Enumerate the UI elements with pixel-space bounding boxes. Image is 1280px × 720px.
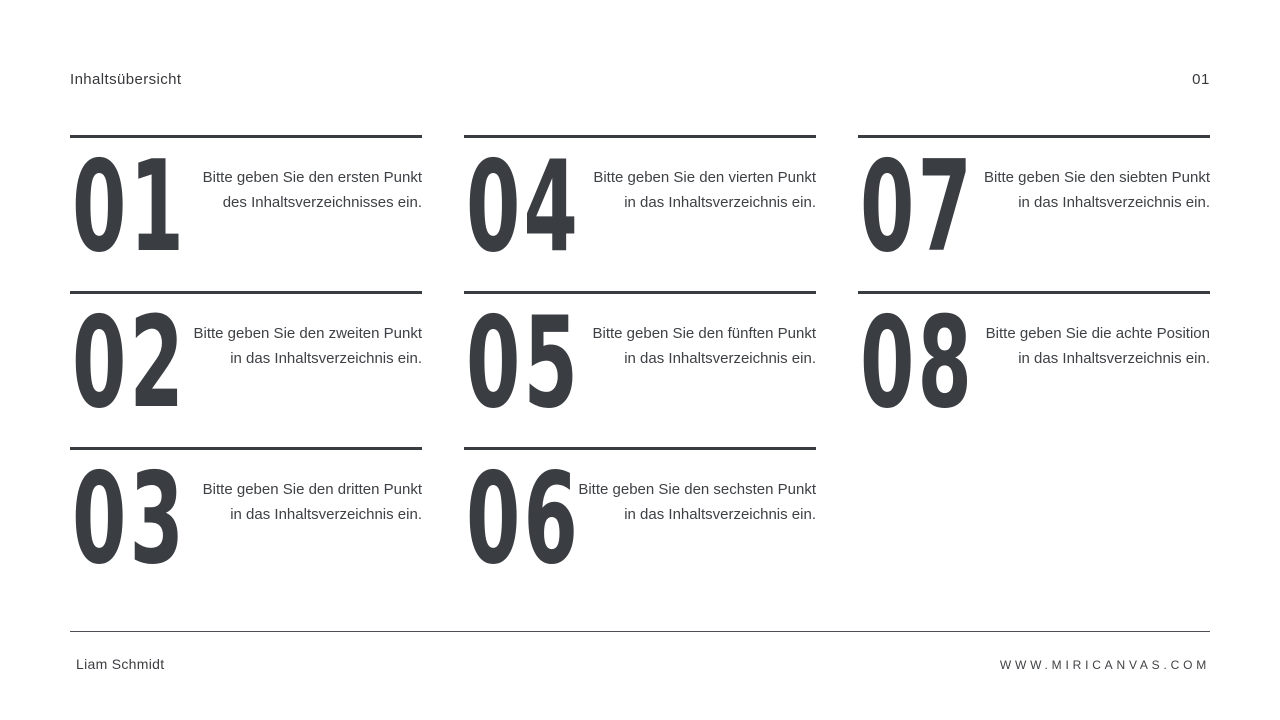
slide-header [70, 71, 1210, 88]
toc-item-description [194, 321, 423, 371]
footer-website: WWW.MIRICANVAS.COM [999, 658, 1210, 672]
toc-item-line1: Bitte geben Sie den ersten Punkt [202, 169, 422, 186]
toc-item-03 [70, 447, 422, 603]
toc-item-line2: in das Inhaltsverzeichnis ein. [1018, 350, 1210, 367]
toc-item-number: 03 [72, 445, 187, 592]
toc-item-line2: in das Inhaltsverzeichnis ein. [624, 506, 816, 523]
page-number: 01 [1192, 71, 1210, 88]
toc-item-06 [464, 447, 816, 603]
toc-item-01 [70, 135, 422, 291]
toc-item-line1: Bitte geben Sie den zweiten Punkt [193, 325, 422, 342]
toc-item-description [578, 477, 816, 527]
toc-item-02 [70, 291, 422, 447]
toc-item-line1: Bitte geben Sie den siebten Punkt [984, 169, 1210, 186]
toc-item-line2: in das Inhaltsverzeichnis ein. [624, 350, 816, 367]
toc-item-number: 07 [860, 133, 975, 280]
toc-item-description [203, 477, 422, 527]
toc-item-line1: Bitte geben Sie die achte Position [985, 325, 1210, 342]
footer-author: Liam Schmidt [76, 656, 165, 672]
toc-column-2 [464, 135, 816, 603]
toc-column-1 [70, 135, 422, 603]
toc-item-description [593, 165, 816, 215]
toc-item-line1: Bitte geben Sie den sechsten Punkt [578, 481, 816, 498]
toc-item-07 [858, 135, 1210, 291]
toc-item-08 [858, 291, 1210, 447]
toc-item-line2: des Inhaltsverzeichnisses ein. [222, 194, 422, 211]
toc-item-05 [464, 291, 816, 447]
toc-column-3 [858, 135, 1210, 603]
toc-item-line2: in das Inhaltsverzeichnis ein. [1018, 194, 1210, 211]
toc-item-04 [464, 135, 816, 291]
toc-item-number: 08 [860, 289, 975, 436]
toc-grid [70, 135, 1210, 603]
toc-item-line1: Bitte geben Sie den fünften Punkt [592, 325, 816, 342]
toc-item-number: 01 [72, 133, 187, 280]
toc-item-description [593, 321, 817, 371]
toc-item-description [986, 321, 1210, 371]
toc-item-number: 04 [466, 133, 581, 280]
toc-item-line1: Bitte geben Sie den dritten Punkt [202, 481, 422, 498]
toc-item-number: 06 [466, 445, 581, 592]
toc-item-line2: in das Inhaltsverzeichnis ein. [230, 506, 422, 523]
toc-item-description [984, 165, 1210, 215]
toc-item-number: 05 [466, 289, 581, 436]
toc-item-line2: in das Inhaltsverzeichnis ein. [624, 194, 816, 211]
slide-footer [70, 631, 1210, 672]
toc-item-description [203, 165, 422, 215]
toc-item-line1: Bitte geben Sie den vierten Punkt [593, 169, 816, 186]
toc-item-line2: in das Inhaltsverzeichnis ein. [230, 350, 422, 367]
page-title: Inhaltsübersicht [70, 71, 182, 88]
toc-item-number: 02 [72, 289, 187, 436]
